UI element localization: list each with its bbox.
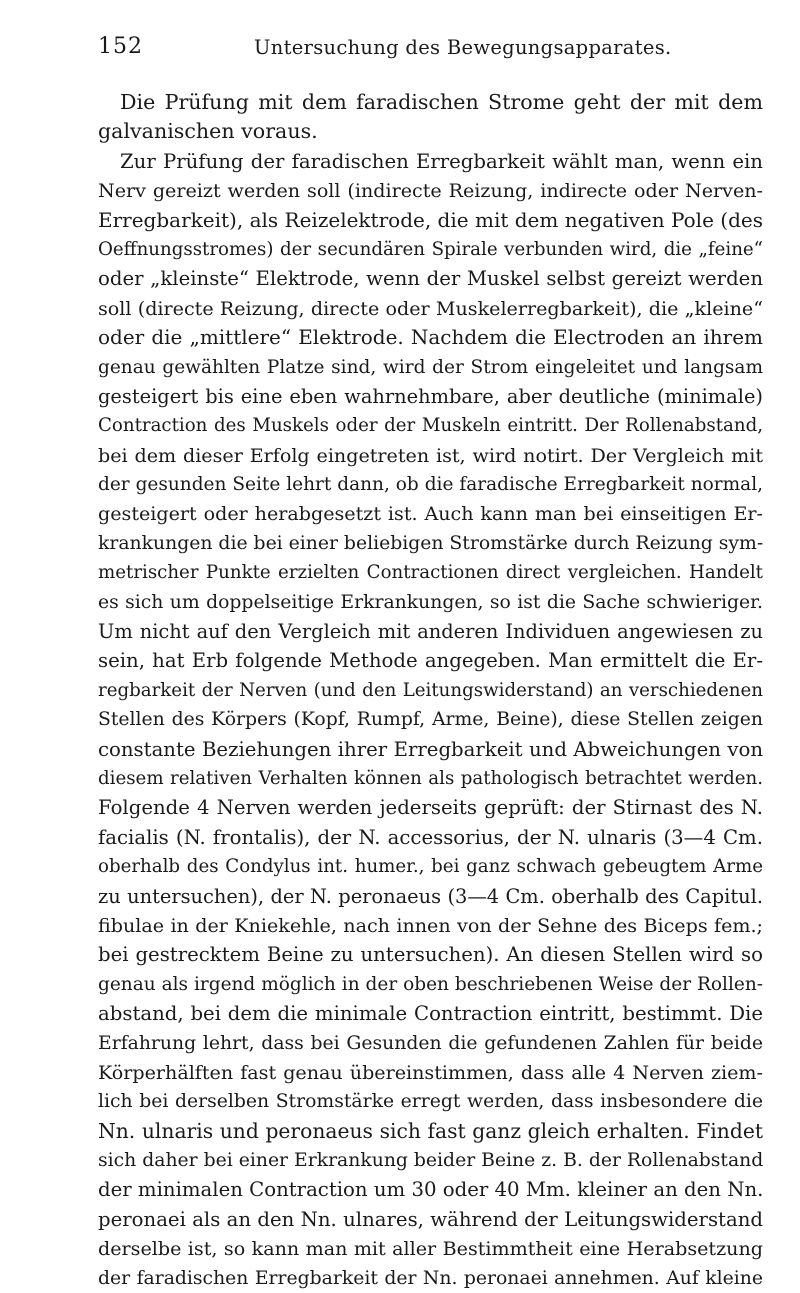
text-line: derselbe ist, so kann man mit aller Bestimmtheit eine Herabsetzung xyxy=(98,1237,763,1261)
text-line: der faradischen Erregbarkeit der Nn. peronaei annehmen. Auf kleine xyxy=(98,1267,763,1289)
text-line: Erfahrung lehrt, dass bei Gesunden die gefundenen Zahlen für beide xyxy=(98,1032,763,1054)
text-line: gesteigert oder herabgesetzt ist. Auch kann man bei einseitigen Er- xyxy=(98,502,763,526)
body-text xyxy=(98,88,763,1293)
text-line: Contraction des Muskels oder der Muskeln eintritt. Der Rollenabstand, xyxy=(98,415,763,437)
text-line: lich bei derselben Stromstärke erregt werden, dass insbesondere die xyxy=(98,1091,763,1113)
text-line: constante Beziehungen ihrer Erregbarkeit und Abweichungen von xyxy=(98,737,763,761)
text-line: Oeffnungsstromes) der secundären Spirale verbunden wird, die „feine“ xyxy=(98,238,763,260)
text-line: oberhalb des Condylus int. humer., bei ganz schwach gebeugtem Arme xyxy=(98,856,763,878)
text-line: Um nicht auf den Vergleich mit anderen Individuen angewiesen zu xyxy=(98,620,763,644)
text-line: zu untersuchen), der N. peronaeus (3—4 Cm. oberhalb des Capitul. xyxy=(98,884,763,908)
text-line: Zur Prüfung der faradischen Erregbarkeit wählt man, wenn ein xyxy=(120,149,763,173)
text-line: oder die „mittlere“ Elektrode. Nachdem die Electroden an ihrem xyxy=(98,325,763,350)
text-line: Stellen des Körpers (Kopf, Rumpf, Arme, Beine), diese Stellen zeigen xyxy=(98,709,763,731)
page-header xyxy=(98,34,758,64)
text-line: Folgende 4 Nerven werden jederseits geprüft: der Stirnast des N. xyxy=(98,796,763,820)
text-line: genau gewählten Platze sind, wird der Strom eingeleitet und langsam xyxy=(98,356,763,378)
text-line: galvanischen voraus. xyxy=(98,119,318,144)
text-line: sich daher bei einer Erkrankung beider Beine z. B. der Rollenabstand xyxy=(98,1150,764,1172)
text-line: oder „kleinste“ Elektrode, wenn der Muskel selbst gereizt werden xyxy=(98,267,763,291)
text-line: metrischer Punkte erzielten Contractionen direct vergleichen. Handelt xyxy=(98,562,763,584)
text-line: Nerv gereizt werden soll (indirecte Reizung, indirecte oder Nerven- xyxy=(98,179,763,203)
text-line: fibulae in der Kniekehle, nach innen von der Sehne des Biceps fem.; xyxy=(98,913,763,937)
text-line: bei dem dieser Erfolg eingetreten ist, wird notirt. Der Vergleich mit xyxy=(98,443,763,467)
text-line: soll (directe Reizung, directe oder Muskelerregbarkeit), die „kleine“ xyxy=(98,296,763,320)
text-line: der minimalen Contraction um 30 oder 40 Mm. kleiner an den Nn. xyxy=(98,1178,764,1202)
text-line: diesem relativen Verhalten können als pathologisch betrachtet werden. xyxy=(98,767,763,789)
text-line: krankungen die bei einer beliebigen Stromstärke durch Reizung sym- xyxy=(98,532,764,554)
text-line: abstand, bei dem die minimale Contraction eintritt, bestimmt. Die xyxy=(98,1002,763,1026)
text-line: gesteigert bis eine eben wahrnehmbare, aber deutliche (minimale) xyxy=(98,384,763,408)
text-line: regbarkeit der Nerven (und den Leitungswiderstand) an verschiedenen xyxy=(98,679,763,701)
text-line: Erregbarkeit), als Reizelektrode, die mit dem negativen Pole (des xyxy=(98,207,763,232)
text-line: facialis (N. frontalis), der N. accessorius, der N. ulnaris (3—4 Cm. xyxy=(98,825,763,849)
text-line: Die Prüfung mit dem faradischen Strome geht der mit dem xyxy=(120,90,763,114)
text-line: der gesunden Seite lehrt dann, ob die faradische Erregbarkeit normal, xyxy=(98,474,763,496)
running-title: Untersuchung des Bewegungsapparates. xyxy=(254,36,672,59)
text-line: sein, hat Erb folgende Methode angegeben. Man ermittelt die Er- xyxy=(98,649,763,673)
text-line: Körperhälften fast genau übereinstimmen, dass alle 4 Nerven ziem- xyxy=(98,1060,763,1084)
text-line: peronaei als an den Nn. ulnares, während der Leitungswiderstand xyxy=(98,1207,763,1231)
text-line: es sich um doppelseitige Erkrankungen, so ist die Sache schwieriger. xyxy=(98,591,763,613)
text-line: bei gestrecktem Beine zu untersuchen). An diesen Stellen wird so xyxy=(98,943,763,967)
text-line: genau als irgend möglich in der oben beschriebenen Weise der Rollen- xyxy=(98,973,763,995)
page-number: 152 xyxy=(98,34,143,59)
text-line: Nn. ulnaris und peronaeus sich fast ganz gleich erhalten. Findet xyxy=(98,1118,763,1143)
